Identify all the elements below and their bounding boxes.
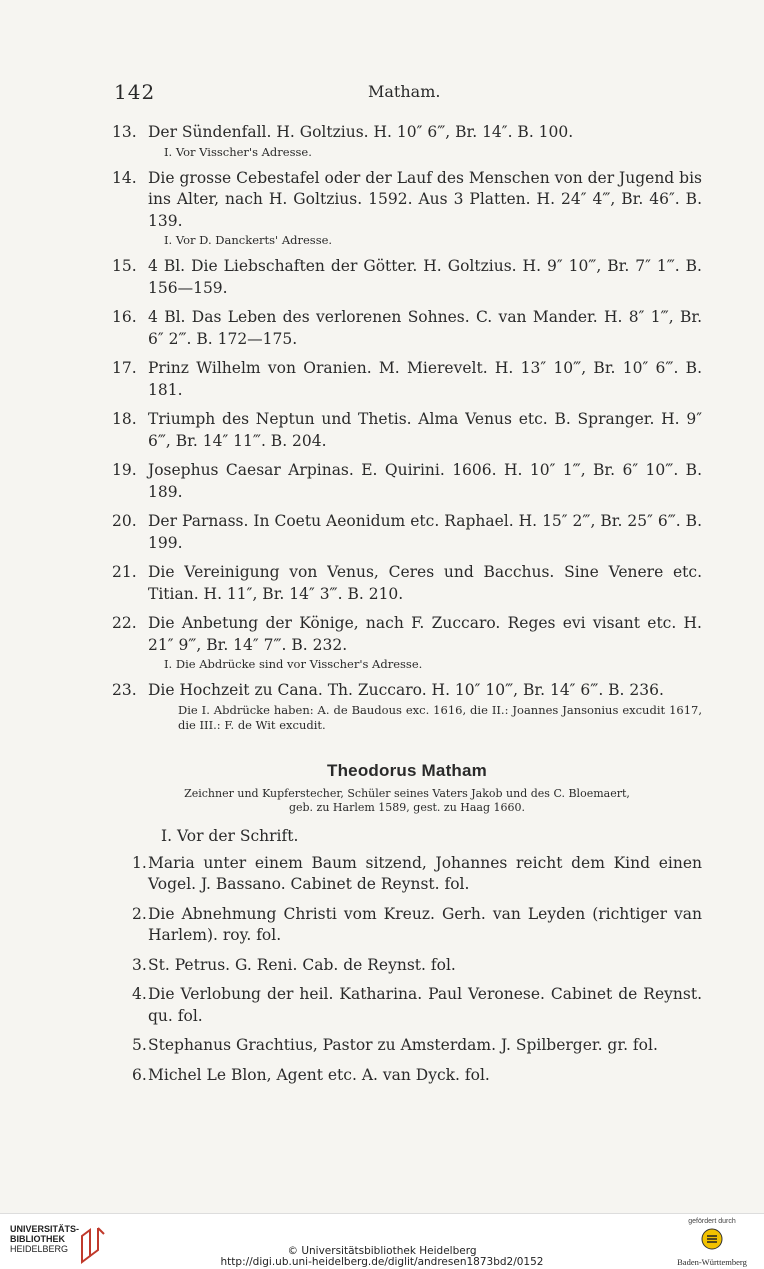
entry-text: Die Abnehmung Christi vom Kreuz. Gerh. van Leyden (richtiger van Harlem). roy. fol.: [148, 904, 702, 944]
catalog-entry: [112, 511, 702, 554]
entry-text: Der Sündenfall. H. Goltzius. H. 10″ 6‴, Br. 14″. B. 100.: [148, 123, 574, 141]
entry-number: 16.: [112, 308, 137, 326]
entry-text: Michel Le Blon, Agent etc. A. van Dyck. fol.: [148, 1065, 490, 1084]
entry-number: 21.: [112, 563, 137, 581]
library-name-line: BIBLIOTHEK: [10, 1234, 65, 1244]
footer-bar: [0, 1213, 764, 1269]
entry-number: 18.: [112, 410, 137, 428]
library-name-line: HEIDELBERG: [10, 1244, 69, 1254]
sponsor-label: gefördert durch: [688, 1218, 736, 1225]
sponsor-state: Baden-Württemberg: [677, 1257, 747, 1267]
entry-note: I. Die Abdrücke sind vor Visscher's Adresse.: [164, 657, 423, 671]
catalog-entry: [112, 358, 702, 401]
entry-number: 2.: [132, 904, 147, 923]
entry-number: 6.: [132, 1065, 147, 1084]
entry-text: 4 Bl. Das Leben des verlorenen Sohnes. C. van Mander. H. 8″ 1‴, Br. 6″ 2‴. B. 172—175.: [148, 308, 702, 348]
entry-number: 5.: [132, 1036, 147, 1054]
entry-text: Maria unter einem Baum sitzend, Johannes reicht dem Kind einen Vogel. J. Bassano. Cabinet de Reynst. fol.: [148, 853, 702, 893]
page-number: 142: [114, 80, 156, 104]
entry-number: 17.: [112, 359, 137, 377]
entry-number: 3.: [132, 955, 147, 974]
entry-text: Prinz Wilhelm von Oranien. M. Mierevelt. H. 13″ 10‴, Br. 10″ 6‴. B. 181.: [148, 359, 702, 399]
entry-text: Josephus Caesar Arpinas. E. Quirini. 1606. H. 10″ 1‴, Br. 6″ 10‴. B. 189.: [148, 461, 702, 501]
entry-text: Die Vereinigung von Venus, Ceres und Bacchus. Sine Venere etc. Titian. H. 11″, Br. 14″ 3‴. B. 210.: [148, 563, 702, 603]
entry-text: Die Anbetung der Könige, nach F. Zuccaro. Reges evi visant etc. H. 21″ 9‴, Br. 14″ 7‴. B. 232.: [148, 614, 702, 654]
entry-note: I. Vor Visscher's Adresse.: [164, 144, 312, 159]
entry-text: St. Petrus. G. Reni. Cab. de Reynst. fol.: [148, 955, 456, 974]
section-title: Theodorus Matham: [327, 760, 487, 780]
catalog-entry: [112, 307, 702, 350]
entry-number: 13.: [112, 123, 137, 141]
sponsor-block: [672, 1218, 752, 1267]
catalog-entry: [112, 613, 702, 672]
entry-number: 20.: [112, 512, 137, 530]
catalog-entry: [112, 680, 702, 733]
entry-text: Die Verlobung der heil. Katharina. Paul Veronese. Cabinet de Reynst. qu. fol.: [148, 985, 702, 1025]
entry-number: 19.: [112, 461, 137, 479]
bio-line: geb. zu Harlem 1589, gest. zu Haag 1660.: [288, 800, 526, 814]
entry-text: Die grosse Cebestafel oder der Lauf des Menschen von der Jugend bis ins Alter, nach H. Goltzius. 1592. Aus 3 Platten. H. 24″ 4‴, Br. 46″. B. 139.: [148, 168, 702, 230]
entry-text: Stephanus Grachtius, Pastor zu Amsterdam. J. Spilberger. gr. fol.: [148, 1036, 658, 1054]
catalog-entry: [112, 256, 702, 299]
catalog-entry: [112, 853, 702, 896]
artist-bio: [112, 787, 702, 815]
catalog-entry: [112, 984, 702, 1027]
state-crest-icon: [701, 1228, 723, 1250]
state-subheading: I. Vor der Schrift.: [161, 826, 299, 845]
catalog-entry: [112, 562, 702, 605]
entry-note: I. Vor D. Danckerts' Adresse.: [164, 233, 333, 247]
entry-number: 4.: [132, 985, 147, 1003]
running-head: Matham.: [368, 82, 441, 101]
catalog-entry: [112, 904, 702, 947]
bio-line: Zeichner und Kupferstecher, Schüler seines Vaters Jakob und des C. Bloemaert,: [184, 786, 630, 800]
entry-text: 4 Bl. Die Liebschaften der Götter. H. Goltzius. H. 9″ 10‴, Br. 7″ 1‴. B. 156—159.: [148, 257, 702, 297]
catalog-entry: [112, 122, 702, 160]
entry-note: Die I. Abdrücke haben: A. de Baudous exc. 1616, die II.: Joannes Jansonius excudit 1617, die III.: F. de Wit excudit.: [178, 702, 702, 732]
permalink-url[interactable]: http://digi.ub.uni-heidelberg.de/diglit/andresen1873bd2/0152: [220, 1256, 544, 1268]
copyright-block: [0, 1246, 764, 1268]
entry-text: Triumph des Neptun und Thetis. Alma Venus etc. B. Spranger. H. 9″ 6‴, Br. 14″ 11‴. B. 204.: [148, 410, 702, 450]
entry-text: Der Parnass. In Coetu Aeonidum etc. Raphael. H. 15″ 2‴, Br. 25″ 6‴. B. 199.: [148, 512, 702, 552]
library-name-line: UNIVERSITÄTS-: [10, 1224, 80, 1234]
catalog-entry: [112, 168, 702, 249]
catalog-entry: [112, 460, 702, 503]
copyright-text: © Universitätsbibliothek Heidelberg: [287, 1245, 477, 1257]
catalog-entry: [112, 409, 702, 452]
catalog-entry: [112, 955, 702, 977]
entry-text: Die Hochzeit zu Cana. Th. Zuccaro. H. 10″ 10‴, Br. 14″ 6‴. B. 236.: [148, 681, 664, 699]
catalog-entry: [112, 1035, 702, 1057]
page-header: [110, 80, 704, 106]
entry-number: 15.: [112, 257, 137, 275]
entry-number: 22.: [112, 614, 137, 632]
entry-number: 14.: [112, 168, 137, 187]
page-content: [112, 122, 702, 1094]
catalog-entry: [112, 1065, 702, 1087]
entry-number: 1.: [132, 853, 147, 872]
entry-number: 23.: [112, 681, 137, 699]
